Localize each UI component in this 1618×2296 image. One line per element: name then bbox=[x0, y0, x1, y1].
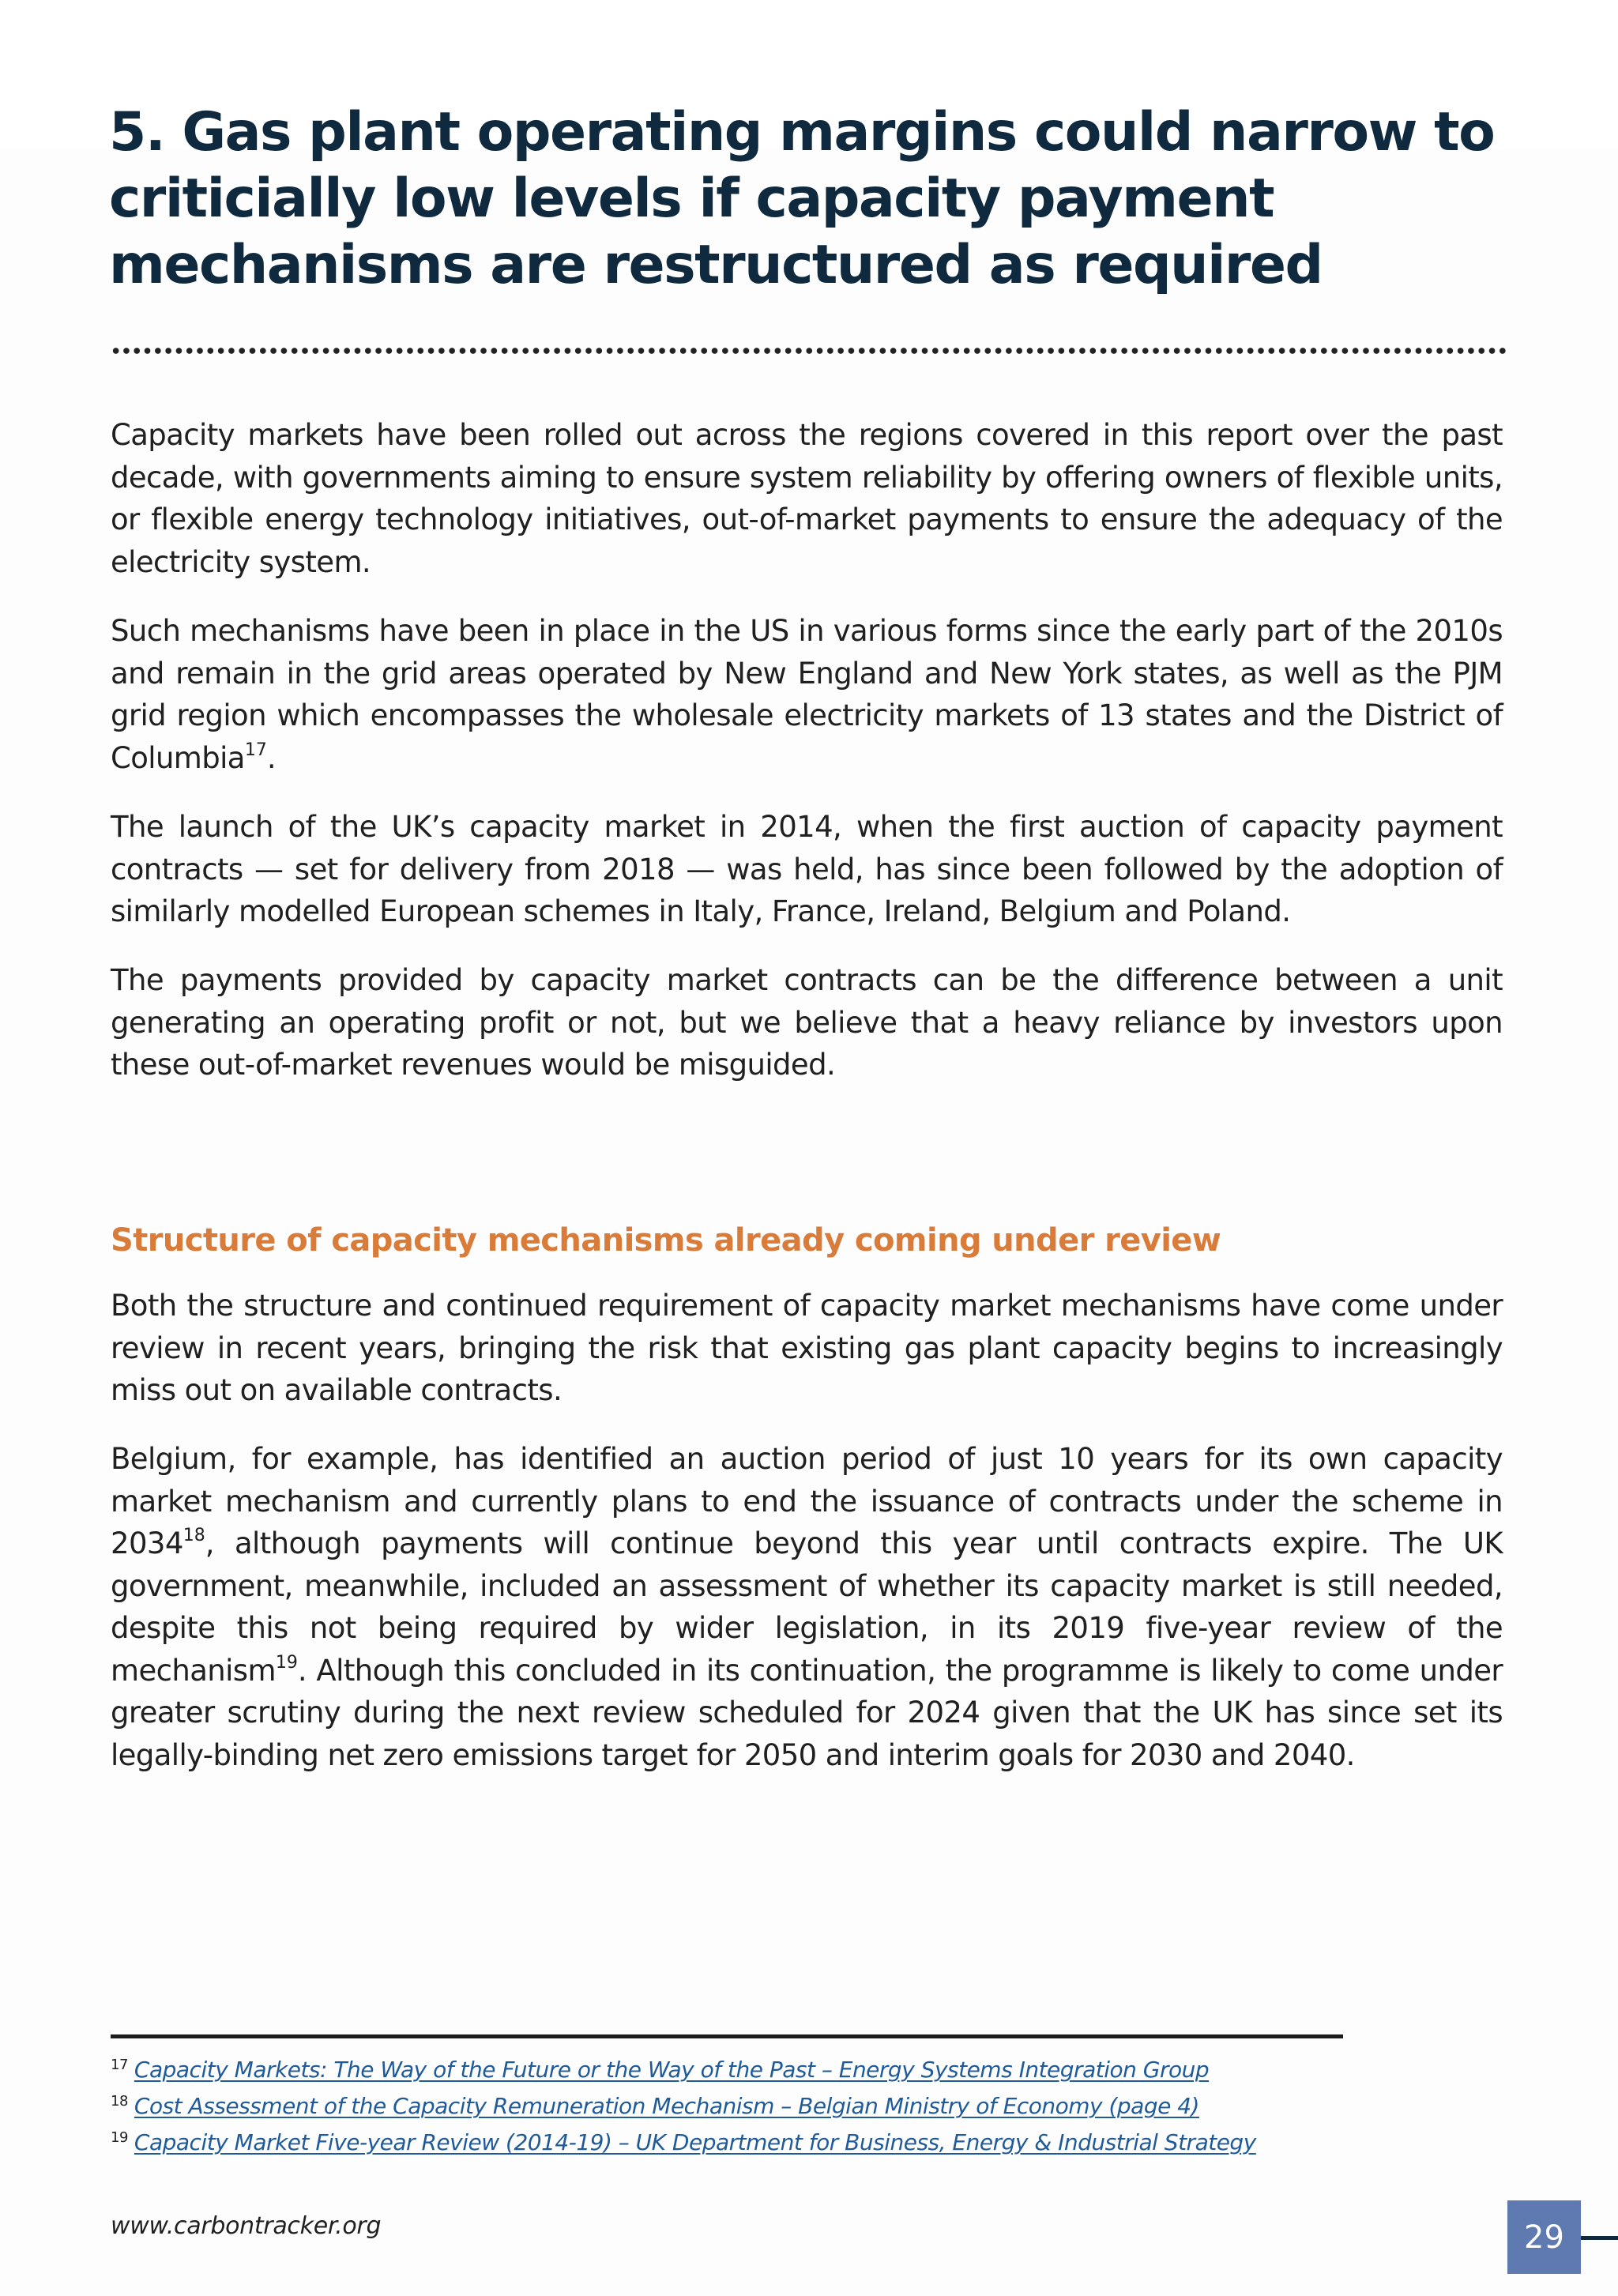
paragraph-text: . bbox=[266, 740, 277, 775]
paragraph-text: Belgium, for example, has identified an auction period of just 10 years for its own capacity market mechanism and currently plans to end the issuance of contracts under the scheme in 2034 bbox=[111, 1442, 1503, 1560]
footnote-18 bbox=[111, 2086, 1501, 2122]
paragraph-structure-review: Both the structure and continued requirement of capacity market mechanisms have come under review in recent years, bringing the risk that existing gas plant capacity begins to increasingly miss out on available contracts. bbox=[111, 1289, 1503, 1407]
footnote-divider bbox=[111, 2034, 1343, 2038]
footnote-number: 17 bbox=[111, 2057, 128, 2073]
footnote-ref-17[interactable]: 17 bbox=[244, 740, 267, 760]
footer-website-link[interactable]: www.carbontracker.org bbox=[111, 2212, 382, 2240]
footnote-17 bbox=[111, 2049, 1501, 2086]
page-number-accent-line bbox=[1581, 2236, 1618, 2240]
page-number: 29 bbox=[1524, 2219, 1564, 2256]
paragraph-uk-capacity-market: The launch of the UK’s capacity market in 2014, when the first auction of capacity payment contracts — set for delivery from 2018 — was held, has since been followed by the adoption of similarly modelled European schemes in Italy, France, Ireland, Belgium and Poland. bbox=[111, 810, 1503, 928]
footnote-link-belgian-ministry[interactable]: Cost Assessment of the Capacity Remuneration Mechanism – Belgian Ministry of Economy (page 4) bbox=[134, 2093, 1199, 2119]
paragraph-text: . Although this concluded in its continuation, the programme is likely to come under greater scrutiny during the next review scheduled for 2024 given that the UK has since set its legally-binding net zero emissions target for 2050 and interim goals for 2030 and 2040. bbox=[111, 1653, 1503, 1772]
footnote-number: 19 bbox=[111, 2129, 128, 2146]
section-subheading: Structure of capacity mechanisms already coming under review bbox=[111, 1222, 1221, 1259]
footnote-number: 18 bbox=[111, 2093, 128, 2110]
footnote-link-beis-review[interactable]: Capacity Market Five-year Review (2014-19) – UK Department for Business, Energy & Industrial Strategy bbox=[134, 2129, 1256, 2155]
page-title: 5. Gas plant operating margins could narrow to criticially low levels if capacity payment mechanisms are restructured as required bbox=[109, 101, 1495, 296]
paragraph-payments-reliance: The payments provided by capacity market contracts can be the difference between a unit generating an operating profit or not, but we believe that a heavy reliance by investors upon these out-of-market revenues would be misguided. bbox=[111, 963, 1503, 1082]
footnote-link-esig[interactable]: Capacity Markets: The Way of the Future or the Way of the Past – Energy Systems Integration Group bbox=[134, 2057, 1210, 2083]
paragraph-us-mechanisms bbox=[111, 610, 1503, 779]
footnote-ref-19[interactable]: 19 bbox=[275, 1652, 298, 1673]
footnote-19 bbox=[111, 2122, 1501, 2159]
page-number-badge bbox=[1507, 2200, 1581, 2274]
paragraph-text: Such mechanisms have been in place in the US in various forms since the early part of the 2010s and remain in the grid areas operated by New England and New York states, as well as the PJM grid region which encompasses the wholesale electricity markets of 13 states and the District of Columbia bbox=[111, 614, 1503, 775]
paragraph-capacity-markets-intro: Capacity markets have been rolled out across the regions covered in this report over the past decade, with governments aiming to ensure system reliability by offering owners of flexible units, or flexible energy technology initiatives, out-of-market payments to ensure the adequacy of the electricity system. bbox=[111, 418, 1503, 579]
paragraph-belgium-uk bbox=[111, 1438, 1503, 1776]
dotted-divider bbox=[111, 346, 1509, 356]
footnotes-list bbox=[111, 2049, 1501, 2159]
paragraph-text: , although payments will continue beyond this year until contracts expire. The UK government, meanwhile, included an assessment of whether its capacity market is still needed, despite this not being required by wider legislation, in its 2019 five-year review of the mechanism bbox=[111, 1526, 1503, 1688]
footnote-ref-18[interactable]: 18 bbox=[182, 1526, 205, 1545]
